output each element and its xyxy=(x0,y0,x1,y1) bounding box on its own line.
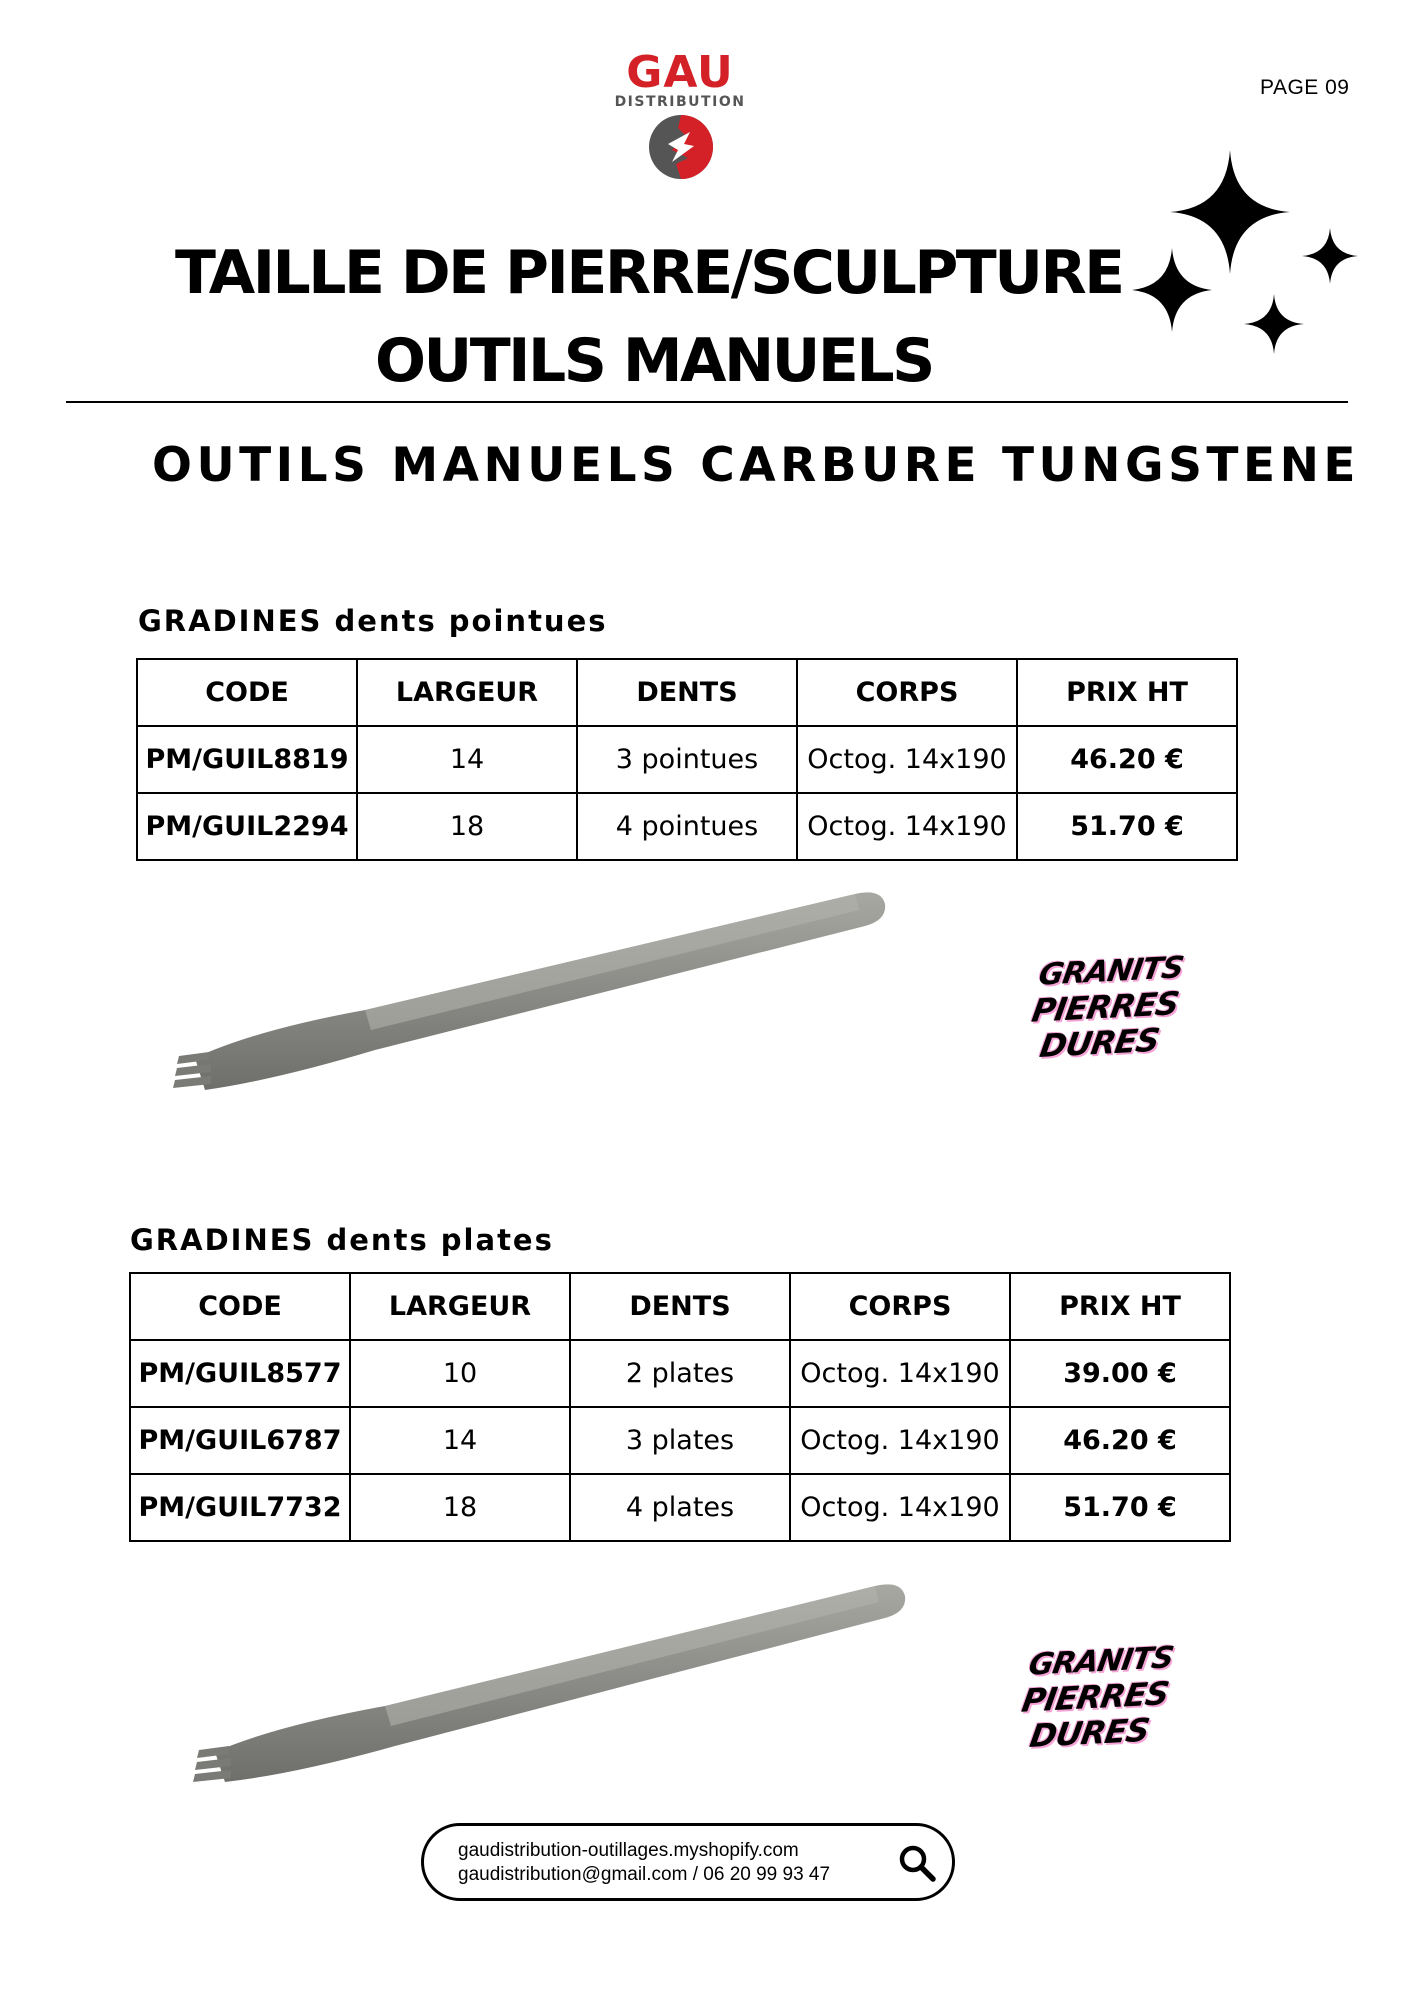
page-subtitle: OUTILS MANUELS CARBURE TUNGSTENE xyxy=(152,438,1361,493)
column-header-corps: CORPS xyxy=(797,659,1017,726)
table-row xyxy=(137,793,1237,860)
logo-subtitle-text: DISTRIBUTION xyxy=(614,94,746,110)
divider xyxy=(66,401,1348,403)
footer-website-link[interactable]: gaudistribution-outillages.myshopify.com xyxy=(458,1840,799,1861)
cell-corps: Octog. 14x190 xyxy=(797,726,1017,793)
cell-largeur: 18 xyxy=(357,793,577,860)
cell-corps: Octog. 14x190 xyxy=(790,1407,1010,1474)
cell-largeur: 14 xyxy=(350,1407,570,1474)
logo-brand-text: GAU xyxy=(626,47,734,98)
section-title-plates: GRADINES dents plates xyxy=(130,1223,554,1257)
column-header-largeur: LARGEUR xyxy=(357,659,577,726)
column-header-code: CODE xyxy=(137,659,357,726)
page-title-line-1: TAILLE DE PIERRE/SCULPTURE xyxy=(175,238,1123,308)
cell-largeur: 14 xyxy=(357,726,577,793)
column-header-dents: DENTS xyxy=(570,1273,790,1340)
cell-corps: Octog. 14x190 xyxy=(790,1340,1010,1407)
cell-prix: 46.20 € xyxy=(1010,1407,1230,1474)
usage-badge-granits xyxy=(955,1638,1234,1757)
logo-emblem-icon xyxy=(648,114,714,180)
cell-dents: 3 pointues xyxy=(577,726,797,793)
cell-prix: 51.70 € xyxy=(1017,793,1237,860)
page-number: PAGE 09 xyxy=(1260,76,1350,99)
brand-logo xyxy=(600,47,760,190)
chisel-pointues-image xyxy=(165,880,905,1110)
cell-code: PM/GUIL7732 xyxy=(130,1474,350,1541)
column-header-prix: PRIX HT xyxy=(1017,659,1237,726)
cell-code: PM/GUIL6787 xyxy=(130,1407,350,1474)
cell-prix: 39.00 € xyxy=(1010,1340,1230,1407)
section-title-pointues: GRADINES dents pointues xyxy=(138,604,608,638)
column-header-prix: PRIX HT xyxy=(1010,1273,1230,1340)
chisel-plates-image xyxy=(185,1560,925,1790)
cell-corps: Octog. 14x190 xyxy=(797,793,1017,860)
column-header-largeur: LARGEUR xyxy=(350,1273,570,1340)
search-icon[interactable] xyxy=(898,1844,936,1882)
cell-dents: 4 plates xyxy=(570,1474,790,1541)
table-header-row xyxy=(137,659,1237,726)
table-row xyxy=(130,1340,1230,1407)
product-table-plates xyxy=(129,1272,1231,1542)
badge-line-1: GRANITS xyxy=(1026,1640,1176,1683)
cell-code: PM/GUIL2294 xyxy=(137,793,357,860)
column-header-corps: CORPS xyxy=(790,1273,1010,1340)
table-header-row xyxy=(130,1273,1230,1340)
table-row xyxy=(130,1407,1230,1474)
table-row xyxy=(130,1474,1230,1541)
cell-prix: 46.20 € xyxy=(1017,726,1237,793)
cell-dents: 3 plates xyxy=(570,1407,790,1474)
usage-badge-granits xyxy=(965,948,1244,1067)
cell-largeur: 18 xyxy=(350,1474,570,1541)
cell-code: PM/GUIL8819 xyxy=(137,726,357,793)
table-row xyxy=(137,726,1237,793)
page-title-line-2: OUTILS MANUELS xyxy=(375,326,933,396)
badge-line-2: PIERRES DURES xyxy=(1019,1674,1172,1755)
cell-code: PM/GUIL8577 xyxy=(130,1340,350,1407)
product-table-pointues xyxy=(136,658,1238,861)
cell-prix: 51.70 € xyxy=(1010,1474,1230,1541)
cell-dents: 2 plates xyxy=(570,1340,790,1407)
cell-corps: Octog. 14x190 xyxy=(790,1474,1010,1541)
column-header-code: CODE xyxy=(130,1273,350,1340)
column-header-dents: DENTS xyxy=(577,659,797,726)
badge-line-1: GRANITS xyxy=(1036,950,1186,993)
footer-contact-text: gaudistribution@gmail.com / 06 20 99 93 47 xyxy=(458,1864,831,1885)
cell-largeur: 10 xyxy=(350,1340,570,1407)
sparkles-icon xyxy=(1130,150,1370,370)
badge-line-2: PIERRES DURES xyxy=(1029,984,1182,1065)
cell-dents: 4 pointues xyxy=(577,793,797,860)
footer-contact-box xyxy=(421,1823,955,1901)
